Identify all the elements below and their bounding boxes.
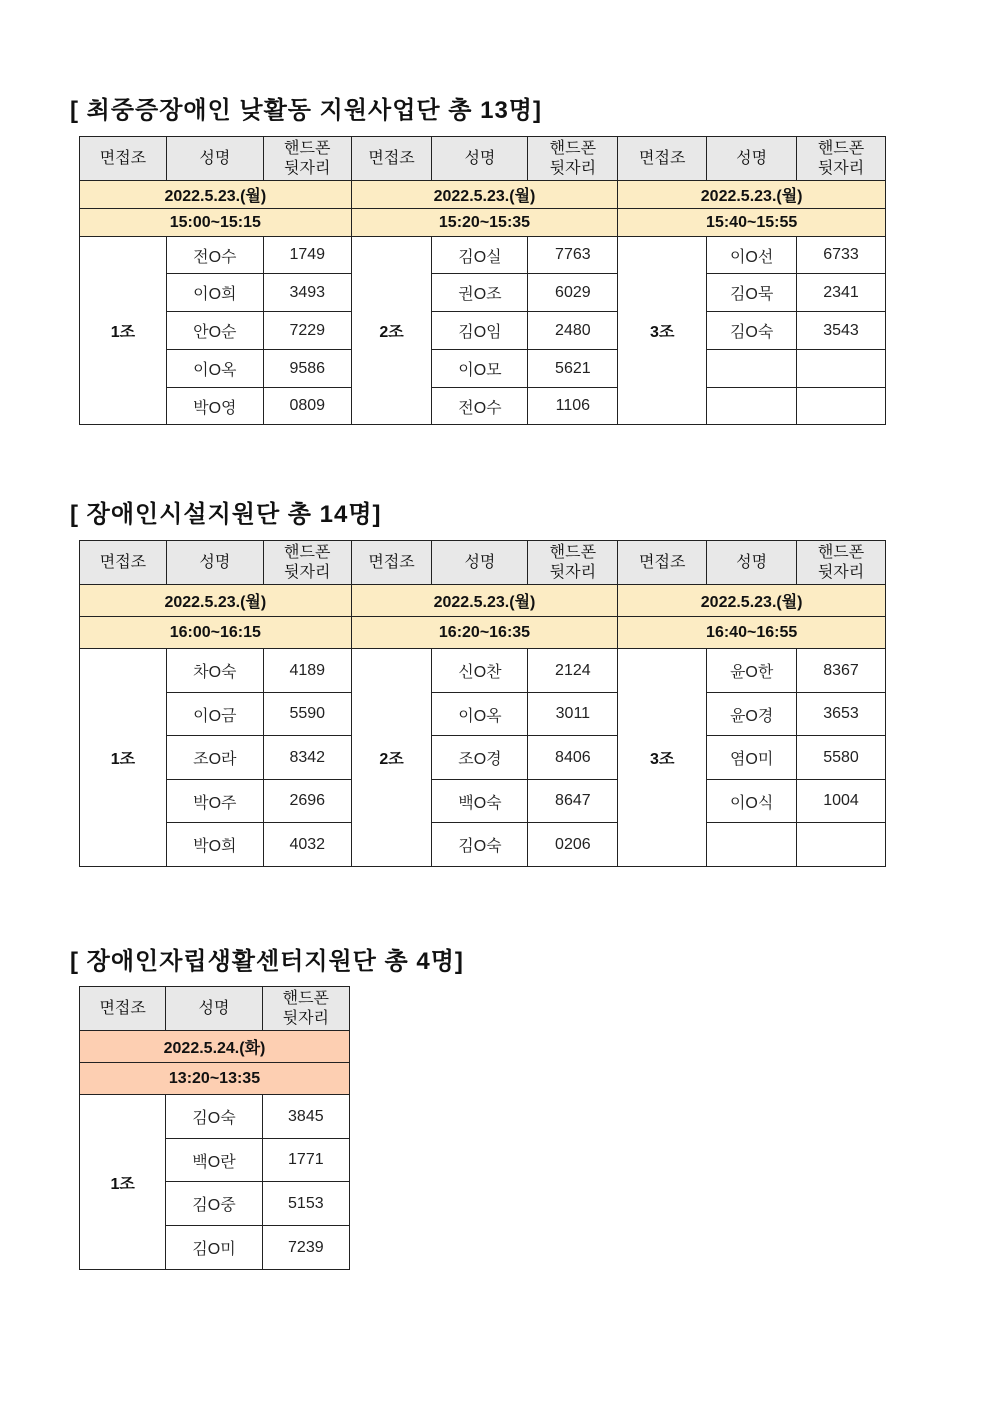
applicant-name: 이O모 [432,350,528,388]
group-label: 3조 [618,237,707,425]
applicant-name: 전O수 [166,237,263,274]
applicant-name: 이O옥 [432,693,528,736]
applicant-name: 전O수 [432,388,528,425]
phone-suffix: 3845 [262,1095,349,1139]
applicant-name: 이O옥 [166,350,263,388]
phone-suffix: 1749 [263,237,351,274]
date-band: 2022.5.23.(월) [618,585,886,617]
applicant-name: 김O실 [432,237,528,274]
phone-suffix: 0206 [528,823,618,867]
phone-suffix: 3493 [263,274,351,312]
applicant-name: 김O임 [432,312,528,350]
header-group: 면접조 [351,137,432,181]
group-label: 1조 [80,1095,166,1270]
header-phone: 핸드폰 뒷자리 [263,137,351,181]
phone-suffix: 5580 [797,736,886,780]
applicant-name: 이O식 [707,780,797,823]
phone-suffix: 1771 [262,1139,349,1182]
applicant-name: 김O미 [166,1226,262,1270]
phone-suffix: 4032 [263,823,351,867]
date-band: 2022.5.23.(월) [618,181,886,209]
time-band: 13:20~13:35 [80,1063,350,1095]
phone-suffix: 8342 [263,736,351,780]
header-phone: 핸드폰 뒷자리 [797,137,886,181]
header-name: 성명 [166,137,263,181]
phone-suffix: 7229 [263,312,351,350]
phone-suffix: 3011 [528,693,618,736]
header-group: 면접조 [351,541,432,585]
phone-suffix: 2124 [528,649,618,693]
phone-suffix: 3653 [797,693,886,736]
phone-suffix: 1106 [528,388,618,425]
applicant-name: 안O순 [166,312,263,350]
date-band: 2022.5.24.(화) [80,1031,350,1063]
phone-suffix: 4189 [263,649,351,693]
header-group: 면접조 [618,541,707,585]
header-group: 면접조 [618,137,707,181]
section-title-3: [ 장애인자립생활센터지원단 총 4명] [70,948,464,975]
applicant-name: 김O숙 [707,312,797,350]
date-band: 2022.5.23.(월) [351,181,618,209]
header-phone: 핸드폰 뒷자리 [528,541,618,585]
header-name: 성명 [707,541,797,585]
header-name: 성명 [432,137,528,181]
phone-suffix: 6733 [797,237,886,274]
time-band: 15:40~15:55 [618,209,886,237]
applicant-name: 염O미 [707,736,797,780]
applicant-name: 이O선 [707,237,797,274]
phone-suffix [797,823,886,867]
date-band: 2022.5.23.(월) [351,585,618,617]
applicant-name: 이O희 [166,274,263,312]
applicant-name [707,823,797,867]
group-label: 2조 [351,237,432,425]
applicant-name: 신O찬 [432,649,528,693]
applicant-name: 조O라 [166,736,263,780]
phone-suffix: 2696 [263,780,351,823]
schedule-table-3 [79,986,350,1270]
schedule-table-1 [79,136,886,425]
phone-suffix: 7763 [528,237,618,274]
phone-suffix: 2480 [528,312,618,350]
time-band: 16:40~16:55 [618,617,886,649]
applicant-name: 김O중 [166,1182,262,1226]
group-label: 2조 [351,649,432,867]
header-phone: 핸드폰 뒷자리 [262,987,349,1031]
group-label: 1조 [80,649,167,867]
applicant-name: 차O숙 [166,649,263,693]
phone-suffix: 6029 [528,274,618,312]
applicant-name: 백O란 [166,1139,262,1182]
phone-suffix [797,388,886,425]
header-group: 면접조 [80,987,166,1031]
applicant-name [707,350,797,388]
group-label: 3조 [618,649,707,867]
applicant-name: 김O숙 [432,823,528,867]
time-band: 15:00~15:15 [80,209,352,237]
header-name: 성명 [166,541,263,585]
phone-suffix: 7239 [262,1226,349,1270]
section-title-2: [ 장애인시설지원단 총 14명] [70,501,382,528]
phone-suffix [797,350,886,388]
applicant-name: 박O희 [166,823,263,867]
phone-suffix: 5621 [528,350,618,388]
applicant-name: 백O숙 [432,780,528,823]
group-label: 1조 [80,237,167,425]
applicant-name: 박O영 [166,388,263,425]
date-band: 2022.5.23.(월) [80,181,352,209]
phone-suffix: 8367 [797,649,886,693]
time-band: 16:20~16:35 [351,617,618,649]
header-name: 성명 [166,987,262,1031]
header-group: 면접조 [80,541,167,585]
applicant-name: 조O경 [432,736,528,780]
applicant-name: 이O금 [166,693,263,736]
phone-suffix: 1004 [797,780,886,823]
header-name: 성명 [707,137,797,181]
applicant-name: 김O묵 [707,274,797,312]
phone-suffix: 0809 [263,388,351,425]
applicant-name: 권O조 [432,274,528,312]
time-band: 16:00~16:15 [80,617,352,649]
phone-suffix: 2341 [797,274,886,312]
phone-suffix: 9586 [263,350,351,388]
header-name: 성명 [432,541,528,585]
phone-suffix: 5153 [262,1182,349,1226]
time-band: 15:20~15:35 [351,209,618,237]
applicant-name: 김O숙 [166,1095,262,1139]
applicant-name: 윤O한 [707,649,797,693]
applicant-name: 박O주 [166,780,263,823]
phone-suffix: 5590 [263,693,351,736]
header-group: 면접조 [80,137,167,181]
phone-suffix: 8406 [528,736,618,780]
applicant-name [707,388,797,425]
section-title-1: [ 최중증장애인 낮활동 지원사업단 총 13명] [70,97,542,124]
header-phone: 핸드폰 뒷자리 [797,541,886,585]
header-phone: 핸드폰 뒷자리 [528,137,618,181]
date-band: 2022.5.23.(월) [80,585,352,617]
applicant-name: 윤O경 [707,693,797,736]
phone-suffix: 8647 [528,780,618,823]
phone-suffix: 3543 [797,312,886,350]
header-phone: 핸드폰 뒷자리 [263,541,351,585]
schedule-table-2 [79,540,886,867]
